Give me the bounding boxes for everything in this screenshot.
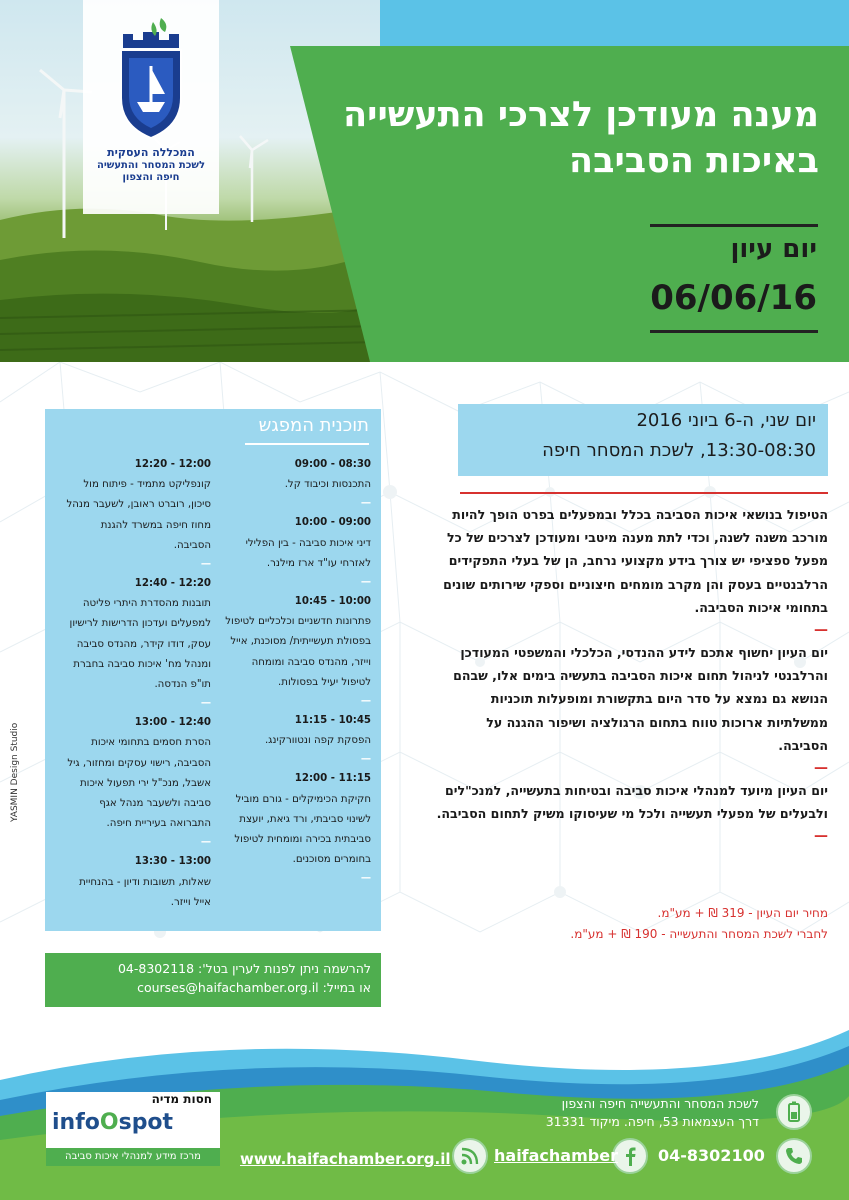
registration-email[interactable]: או במייל: courses@haifachamber.org.il xyxy=(137,980,371,995)
separator-dash: — xyxy=(360,498,371,510)
divider xyxy=(650,224,818,227)
program-column-right xyxy=(221,455,371,888)
program-title: תוכנית המפגש xyxy=(258,415,369,436)
paragraph-1: הטיפול בנושאי איכות הסביבה בכלל ובמפעלים בפרט הופך להיות מורכב משנה לשנה, וכדי לתת מענה מיטבי ומעודכן לצרכים של כל מפעל ספציפי יש צורך בידע מקצועי נרחב, הן של בעלי התפקידים הרלבנטיים בעסק והן מקרב מומחים חיצוניים וספקי שירותים שונים בתחומי איכות הסביבה. xyxy=(443,507,828,615)
rss-icon[interactable] xyxy=(452,1138,488,1174)
program-box xyxy=(45,409,381,931)
title-line-2: באיכות הסביבה xyxy=(569,141,819,181)
program-text: תובנות מהסדרת היתרי פליטה למפעלים ועדכון הדרישות לרישיון עסק, דודו קידר, מהנדס סביבה ומנהל מח' איכות סביבה בחברת תו"פ הנדסה. xyxy=(69,598,211,691)
page-title xyxy=(339,92,819,184)
separator-dash: — xyxy=(360,873,371,885)
program-time: 13:00 - 13:30 xyxy=(134,856,211,868)
program-time: 12:20 - 12:40 xyxy=(134,578,211,590)
infospot-tagline: מרכז מידע למנהלי איכות סביבה xyxy=(46,1148,220,1166)
media-sponsor xyxy=(46,1092,220,1166)
address-line-1: לשכת המסחר והתעשייה חיפה והצפון xyxy=(561,1096,759,1111)
phone-icon[interactable] xyxy=(776,1138,812,1174)
separator-dash: — xyxy=(814,622,828,639)
program-item xyxy=(221,592,371,711)
program-item xyxy=(221,455,371,513)
registration-phone[interactable]: להרשמה ניתן לפנות לערין בטל': 04-8302118 xyxy=(117,961,371,976)
program-time: 11:15 - 12:00 xyxy=(294,773,371,785)
program-time: 10:00 - 10:45 xyxy=(294,596,371,608)
address-line-2: דרך העצמאות 53, חיפה. מיקוד 31331 xyxy=(545,1114,759,1129)
program-item xyxy=(221,769,371,888)
program-item xyxy=(61,455,211,574)
logo-line-2: לשכת המסחר והתעשיה xyxy=(96,160,206,171)
infospot-logo-part: spot xyxy=(118,1110,174,1135)
separator-dash: — xyxy=(814,760,828,777)
program-item xyxy=(61,574,211,713)
program-text: קונפליקט מתמיד - פיתוח מול סיכון, רוברט ראובן, לשעבר מנהל מחוז חיפה במשרד להגנת הסביבה. xyxy=(66,479,211,551)
program-item xyxy=(61,852,211,913)
event-date-large: 06/06/16 xyxy=(650,278,817,318)
separator-dash: — xyxy=(814,828,828,845)
logo-emblem-icon xyxy=(103,14,199,142)
program-text: התכנסות וכיבוד קל. xyxy=(284,479,371,491)
program-time: 10:45 - 11:15 xyxy=(294,715,371,727)
battery-icon xyxy=(776,1094,812,1130)
logo-line-1: המכללה העסקית xyxy=(107,146,195,159)
program-time: 08:30 - 09:00 xyxy=(294,459,371,470)
separator-dash: — xyxy=(360,696,371,708)
program-text: הפסקת קפה ונטוורקינג. xyxy=(264,735,371,747)
chamber-logo xyxy=(83,0,219,214)
program-item xyxy=(221,513,371,592)
infospot-logo-part: info xyxy=(52,1110,100,1135)
website-link[interactable]: www.haifachamber.org.il xyxy=(240,1150,451,1168)
event-time-location: 13:30-08:30, לשכת המסחר חיפה xyxy=(542,440,816,461)
separator-dash: — xyxy=(200,559,211,571)
program-text: שאלות, תשובות ודיון - בהנחיית אייל וייזר. xyxy=(79,876,211,908)
program-text: דיני איכות סביבה - בין הפלילי לאזרחי עו"ד ארז מילנר. xyxy=(245,537,371,569)
divider xyxy=(245,443,369,445)
program-text: חקיקת הכימיקלים - גורם מוביל לשינוי סביבתי, ורד גיאת, יועצת סביבתית בכירה ומומחית לטיפול בחומרים מסוכנים. xyxy=(234,793,371,866)
description xyxy=(436,503,828,847)
infospot-logo-part: O xyxy=(99,1110,119,1135)
separator-dash: — xyxy=(200,837,211,849)
event-type: יום עיון xyxy=(730,234,817,264)
registration-box xyxy=(45,953,381,1007)
title-line-1: מענה מעודכן לצרכי התעשייה xyxy=(343,95,819,135)
event-date-bar xyxy=(458,404,828,476)
program-time: 12:40 - 13:00 xyxy=(134,717,211,729)
price-members: לחברי לשכת המסחר והתעשייה - 190 ₪ + מע"מ. xyxy=(570,927,828,941)
footer-phone[interactable]: 04-8302100 xyxy=(658,1146,765,1165)
logo-line-3: חיפה והצפון xyxy=(122,172,180,183)
paragraph-3: יום העיון מיועד למנהלי איכות סביבה ובטיחות בתעשייה, למנכ"לים ולבעלים של מפעלי תעשייה ולכל מי שעיסוקו משיק לתחום הסביבה. xyxy=(436,783,828,822)
paragraph-2: יום העיון יחשוף אתכם לידע ההנדסי, הכלכלי והמשפטי המעודכן והרלבנטי לניהול תחום איכות הסביבה בתעשיה בימים אלו, שבהם הנושא גם נמצא על סדר היום בתקשורת ומופעלות תוכניות ממשלתיות ארוכות טווח בתחום הרגולציה ושיפור ההגנה על הסביבה. xyxy=(453,645,828,753)
divider xyxy=(650,330,818,333)
facebook-handle[interactable]: haifachamber xyxy=(494,1146,618,1165)
program-time: 12:00 - 12:20 xyxy=(134,459,211,470)
program-text: פתרונות חדשניים וכלכליים לטיפול בפסולת תעשייתית/ מסוכנת, אייל וייזר, מהנדס סביבה ומומחה לטיפול יעיל בפסולות. xyxy=(225,616,371,688)
separator-dash: — xyxy=(200,698,211,710)
program-time: 09:00 - 10:00 xyxy=(294,517,371,529)
media-sponsor-label: חסות מדיה xyxy=(151,1092,212,1106)
divider xyxy=(460,492,828,494)
pricing xyxy=(470,903,828,945)
event-day: יום שני, ה-6 ביוני 2016 xyxy=(636,410,816,431)
separator-dash: — xyxy=(360,577,371,589)
infospot-logo xyxy=(52,1110,173,1135)
program-item xyxy=(221,711,371,769)
program-item xyxy=(61,713,211,852)
program-text: הסרת חסמים בתחומי איכות הסביבה, רישוי עסקים ומחזור, גיל אשבל, מנכ"ל ירי תפעול איכות סביבה ולשעבר מנהל אגף התברואה בעיריית חיפה. xyxy=(67,737,211,830)
price-regular: מחיר יום העיון - 319 ₪ + מע"מ. xyxy=(657,906,828,920)
program-column-left xyxy=(61,455,211,913)
designer-credit: YASMIN Design Studio xyxy=(10,722,20,822)
separator-dash: — xyxy=(360,754,371,766)
